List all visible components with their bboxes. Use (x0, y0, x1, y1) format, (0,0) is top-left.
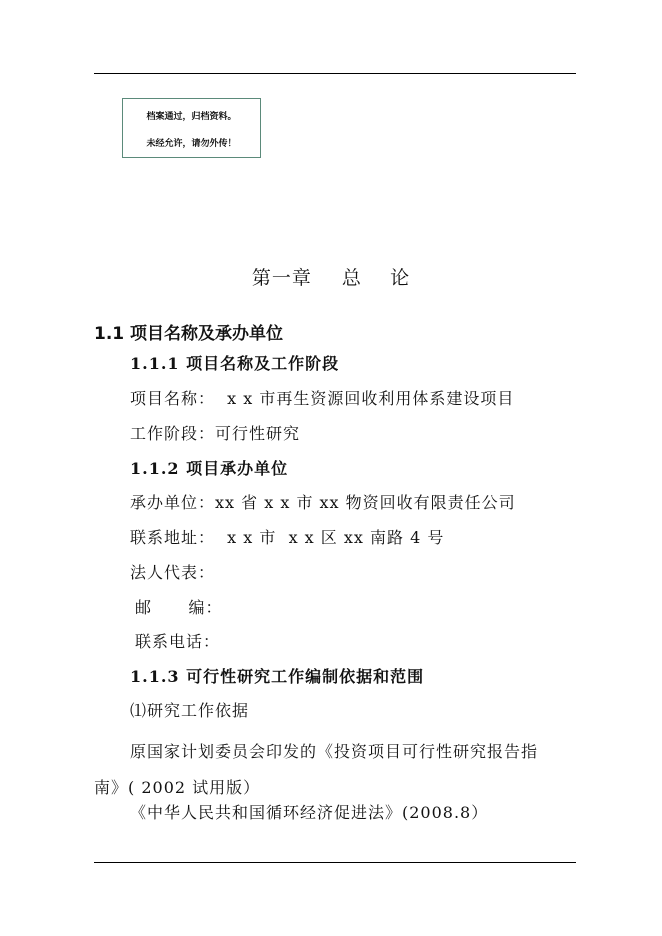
subsection-heading-1-1-2: 1.1.2 项目承办单位 (130, 459, 289, 478)
phone-line: 联系电话： (135, 632, 221, 651)
stamp-line-2: 未经允许，请勿外传！ (146, 139, 237, 149)
subsection-heading-1-1-1: 1.1.1 项目名称及工作阶段 (130, 354, 340, 373)
header-rule (94, 73, 576, 74)
confidential-stamp (122, 98, 261, 158)
chapter-number: 第一章 (251, 267, 312, 289)
work-stage-line: 工作阶段：可行性研究 (130, 424, 301, 443)
project-name-line: 项目名称： x x 市再生资源回收利用体系建设项目 (130, 389, 515, 408)
basis-item-1: 原国家计划委员会印发的《投资项目可行性研究报告指南》( 2002 试用版） (94, 742, 539, 797)
stamp-line-1: 档案通过，归档资料。 (146, 112, 237, 122)
legal-rep-line: 法人代表： (130, 563, 216, 582)
chapter-heading (0, 263, 662, 290)
subsection-heading-1-1-3: 1.1.3 可行性研究工作编制依据和范围 (130, 667, 425, 686)
footer-rule (94, 862, 576, 863)
address-line: 联系地址： x x 市 x x 区 xx 南路 4 号 (130, 528, 445, 547)
basis-item-2: 《中华人民共和国循环经济促进法》(2008.8） (130, 803, 489, 822)
section-heading-1-1: 1.1 项目名称及承办单位 (94, 324, 284, 344)
chapter-title: 总 论 (341, 267, 411, 289)
undertaker-line: 承办单位：xx 省 x x 市 xx 物资回收有限责任公司 (130, 493, 516, 512)
basis-label: ⑴研究工作依据 (130, 701, 250, 720)
postcode-line: 邮 编： (135, 598, 223, 617)
